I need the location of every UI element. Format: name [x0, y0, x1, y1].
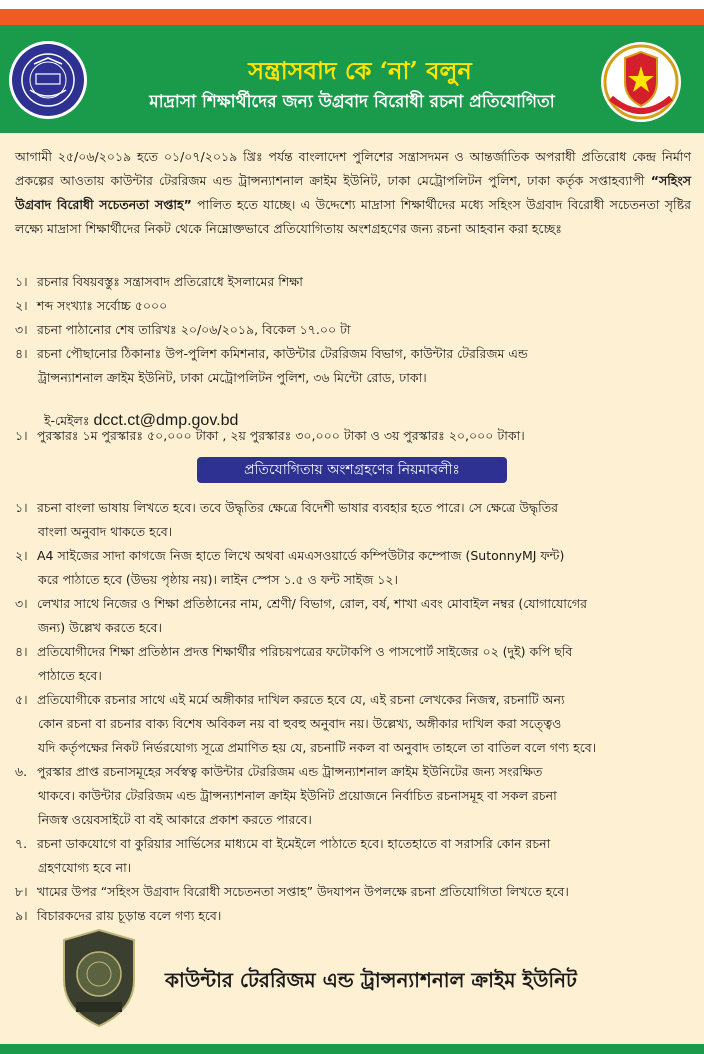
intro-bold-title: “সহিংস উগ্রবাদ বিরোধী সচেতনতা সপ্তাহ”	[15, 173, 691, 212]
intro-paragraph	[15, 145, 691, 241]
rule-continuation: জন্য) উল্লেখ করতে হবে।	[38, 620, 162, 635]
rule-item	[15, 760, 691, 784]
info-item-text: রচনা পৌছানোর ঠিকানাঃ উপ-পুলিশ কমিশনার, কাউন্টার টেররিজম বিভাগ, কাউন্টার টেররিজম এন্ড	[37, 346, 528, 361]
info-item	[15, 342, 691, 366]
info-item	[15, 318, 691, 342]
header-banner	[0, 25, 704, 133]
rule-text: A4 সাইজের সাদা কাগজে নিজ হাতে লিখে অথবা এমএসওয়ার্ডে কম্পিউটার কম্পোজ (SutonnyMJ ফন্ট)	[37, 548, 565, 563]
top-white-strip	[0, 0, 704, 9]
rule-text: বিচারকদের রায় চূড়ান্ত বলে গণ্য হবে।	[37, 908, 222, 923]
footer-unit-name: কাউন্টার টেররিজম এন্ড ট্রান্সন্যাশনাল ক্রাইম ইউনিট	[165, 968, 577, 992]
info-item	[15, 424, 691, 448]
rule-continuation: করে পাঠাতে হবে (উভয় পৃষ্ঠায় নয়)। লাইন স্পেস ১.৫ ও ফন্ট সাইজ ১২।	[38, 572, 398, 587]
rule-item	[15, 688, 691, 712]
rule-text: প্রতিযোগীকে রচনার সাথে এই মর্মে অঙ্গীকার দাখিল করতে হবে যে, এই রচনা লেখকের নিজস্ব, রচনাটি অন্য	[37, 692, 565, 707]
rule-continuation: থাকবে। কাউন্টার টেররিজম এন্ড ট্রান্সন্যাশনাল ক্রাইম ইউনিট প্রয়োজনে নির্বাচিত রচনাসমূহ বা সকল রচনা	[38, 788, 557, 803]
info-item-text: রচনার বিষয়বস্তুঃ সন্ত্রাসবাদ প্রতিরোধে ইসলামের শিক্ষা	[37, 274, 303, 289]
email-address[interactable]: dcct.ct@dmp.gov.bd	[93, 412, 239, 429]
police-emblem-icon	[8, 40, 88, 124]
info-item-number: ১।	[15, 274, 28, 289]
rule-continuation: যদি কর্তৃপক্ষের নিকট নির্ভরযোগ্য সূত্রে প্রমাণিত হয় যে, রচনাটি নকল বা অনুবাদ তাহলে তা বাতিল বলে গণ্য হবে।	[38, 740, 597, 755]
info-item	[15, 270, 691, 294]
info-item-number: ১।	[15, 428, 28, 443]
rule-continuation: বাংলা অনুবাদ থাকতে হবে।	[38, 524, 173, 539]
banner-subtitle: মাদ্রাসা শিক্ষার্থীদের জন্য উগ্রবাদ বিরোধী রচনা প্রতিযোগিতা	[149, 92, 555, 112]
rule-text: খামের উপর “সহিংস উগ্রবাদ বিরোধী সচেতনতা সপ্তাহ” উদযাপন উপলক্ষে রচনা প্রতিযোগিতা লিখতে হবে।	[37, 884, 569, 899]
rule-text: লেখার সাথে নিজের ও শিক্ষা প্রতিষ্ঠানের নাম, শ্রেণী/ বিভাগ, রোল, বর্ষ, শাখা এবং মোবাইল নম্বর (যোগাযোগের	[37, 596, 587, 611]
info-item-number: ৩।	[15, 322, 28, 337]
rule-number: ৮।	[15, 884, 28, 899]
rule-number: ৯।	[15, 908, 28, 923]
top-orange-bar	[0, 9, 704, 25]
intro-text-before: আগামী ২৫/০৬/২০১৯ হতে ০১/০৭/২০১৯ খ্রিঃ পর্যন্ত বাংলাদেশ পুলিশের সন্ত্রাসদমন ও আন্তর্জাতিক অপরাধী প্রতিরোধ কেন্দ্র নির্মাণ প্রকল্পের আওতায় কাউন্টার টেররিজম এন্ড ট্রান্সন্যাশনাল ক্রাইম ইউনিট, ঢাকা মেট্রোপলিটন পুলিশ, ঢাকা কর্তৃক সপ্তাহব্যাপী	[15, 149, 691, 188]
info-item-number: ২।	[15, 298, 28, 313]
rule-text: রচনা ডাকযোগে বা কুরিয়ার সার্ভিসের মাধ্যমে বা ইমেইলে পাঠাতে হবে। হাতেহাতে বা সরাসরি কোন রচনা	[37, 836, 551, 851]
rule-item	[15, 640, 691, 664]
info-item	[15, 294, 691, 318]
rule-item	[15, 544, 691, 568]
rule-item	[15, 880, 691, 904]
rule-text: পুরস্কার প্রাপ্ত রচনাসমূহের সর্বস্বত্ব কাউন্টার টেররিজম এন্ড ট্রান্সন্যাশনাল ক্রাইম ইউনিটের জন্য সংরক্ষিত	[37, 764, 543, 779]
counter-terrorism-badge-icon	[60, 928, 138, 1032]
info-item-text: রচনা পাঠানোর শেষ তারিখঃ ২০/০৬/২০১৯, বিকেল ১৭.০০ টা	[37, 322, 351, 337]
rule-number: ৭.	[15, 836, 28, 851]
rule-number: ৬.	[15, 764, 28, 779]
rule-text: রচনা বাংলা ভাষায় লিখতে হবে। তবে উদ্ধৃতির ক্ষেত্রে বিদেশী ভাষার ব্যবহার হতে পারে। সে ক্ষেত্রে উদ্ধৃতির	[37, 500, 558, 515]
rule-item	[15, 592, 691, 616]
rule-item	[15, 904, 691, 928]
rules-heading: প্রতিযোগিতায় অংশগ্রহণের নিয়মাবলীঃ	[197, 457, 507, 483]
rule-item	[15, 832, 691, 856]
rule-item	[15, 496, 691, 520]
email-label: ই-মেইলঃ	[44, 413, 94, 428]
rule-continuation: নিজস্ব ওয়েবসাইটে বা বই আকারে প্রকাশ করতে পারবে।	[38, 812, 312, 827]
info-item-text: শব্দ সংখ্যাঃ সর্বোচ্চ ৫০০০	[37, 298, 168, 313]
rule-number: ১।	[15, 500, 28, 515]
address-continued: ট্রান্সন্যাশনাল ক্রাইম ইউনিট, ঢাকা মেট্রোপলিটন পুলিশ, ৩৬ মিন্টো রোড, ঢাকা।	[38, 370, 427, 385]
rule-continuation: পাঠাতে হবে।	[38, 668, 102, 683]
ct-unit-emblem-icon	[595, 40, 687, 132]
rule-number: ৩।	[15, 596, 28, 611]
info-item-number: ৪।	[15, 346, 28, 361]
rule-continuation: গ্রহণযোগ্য হবে না।	[38, 860, 132, 875]
rule-number: ৪।	[15, 644, 28, 659]
info-item-text: পুরস্কারঃ ১ম পুরস্কারঃ ৫০,০০০ টাকা , ২য় পুরস্কারঃ ৩০,০০০ টাকা ও ৩য় পুরস্কারঃ ২০,০০০ টাকা।	[37, 428, 525, 443]
rule-number: ২।	[15, 548, 28, 563]
rule-continuation: কোন রচনা বা রচনার বাক্য বিশেষ অবিকল নয় বা হুবহু অনুবাদ নয়। উল্লেখ্য, অঙ্গীকার দাখিল করা সত্ত্বেও	[38, 716, 562, 731]
banner-title: সন্ত্রাসবাদ কে ‘না’ বলুন	[248, 56, 472, 85]
bottom-green-bar	[0, 1044, 704, 1054]
rule-number: ৫।	[15, 692, 28, 707]
rule-text: প্রতিযোগীদের শিক্ষা প্রতিষ্ঠান প্রদত্ত শিক্ষার্থীর পরিচয়পত্রের ফটোকপি ও পাসপোর্ট সাইজের ০২ (দুই) কপি ছবি	[37, 644, 573, 659]
intro-text-after: পালিত হতে যাচ্ছে। এ উদ্দেশ্যে মাদ্রাসা শিক্ষার্থীদের মধ্যে সহিংস উগ্রবাদ বিরোধী সচেতনতা সৃষ্টির লক্ষ্যে মাদ্রাসা শিক্ষার্থীদের নিকট থেকে নিম্নোক্তভাবে প্রতিযোগিতায় অংশগ্রহণের জন্য রচনা আহবান করা হচ্ছেঃ	[15, 197, 691, 236]
